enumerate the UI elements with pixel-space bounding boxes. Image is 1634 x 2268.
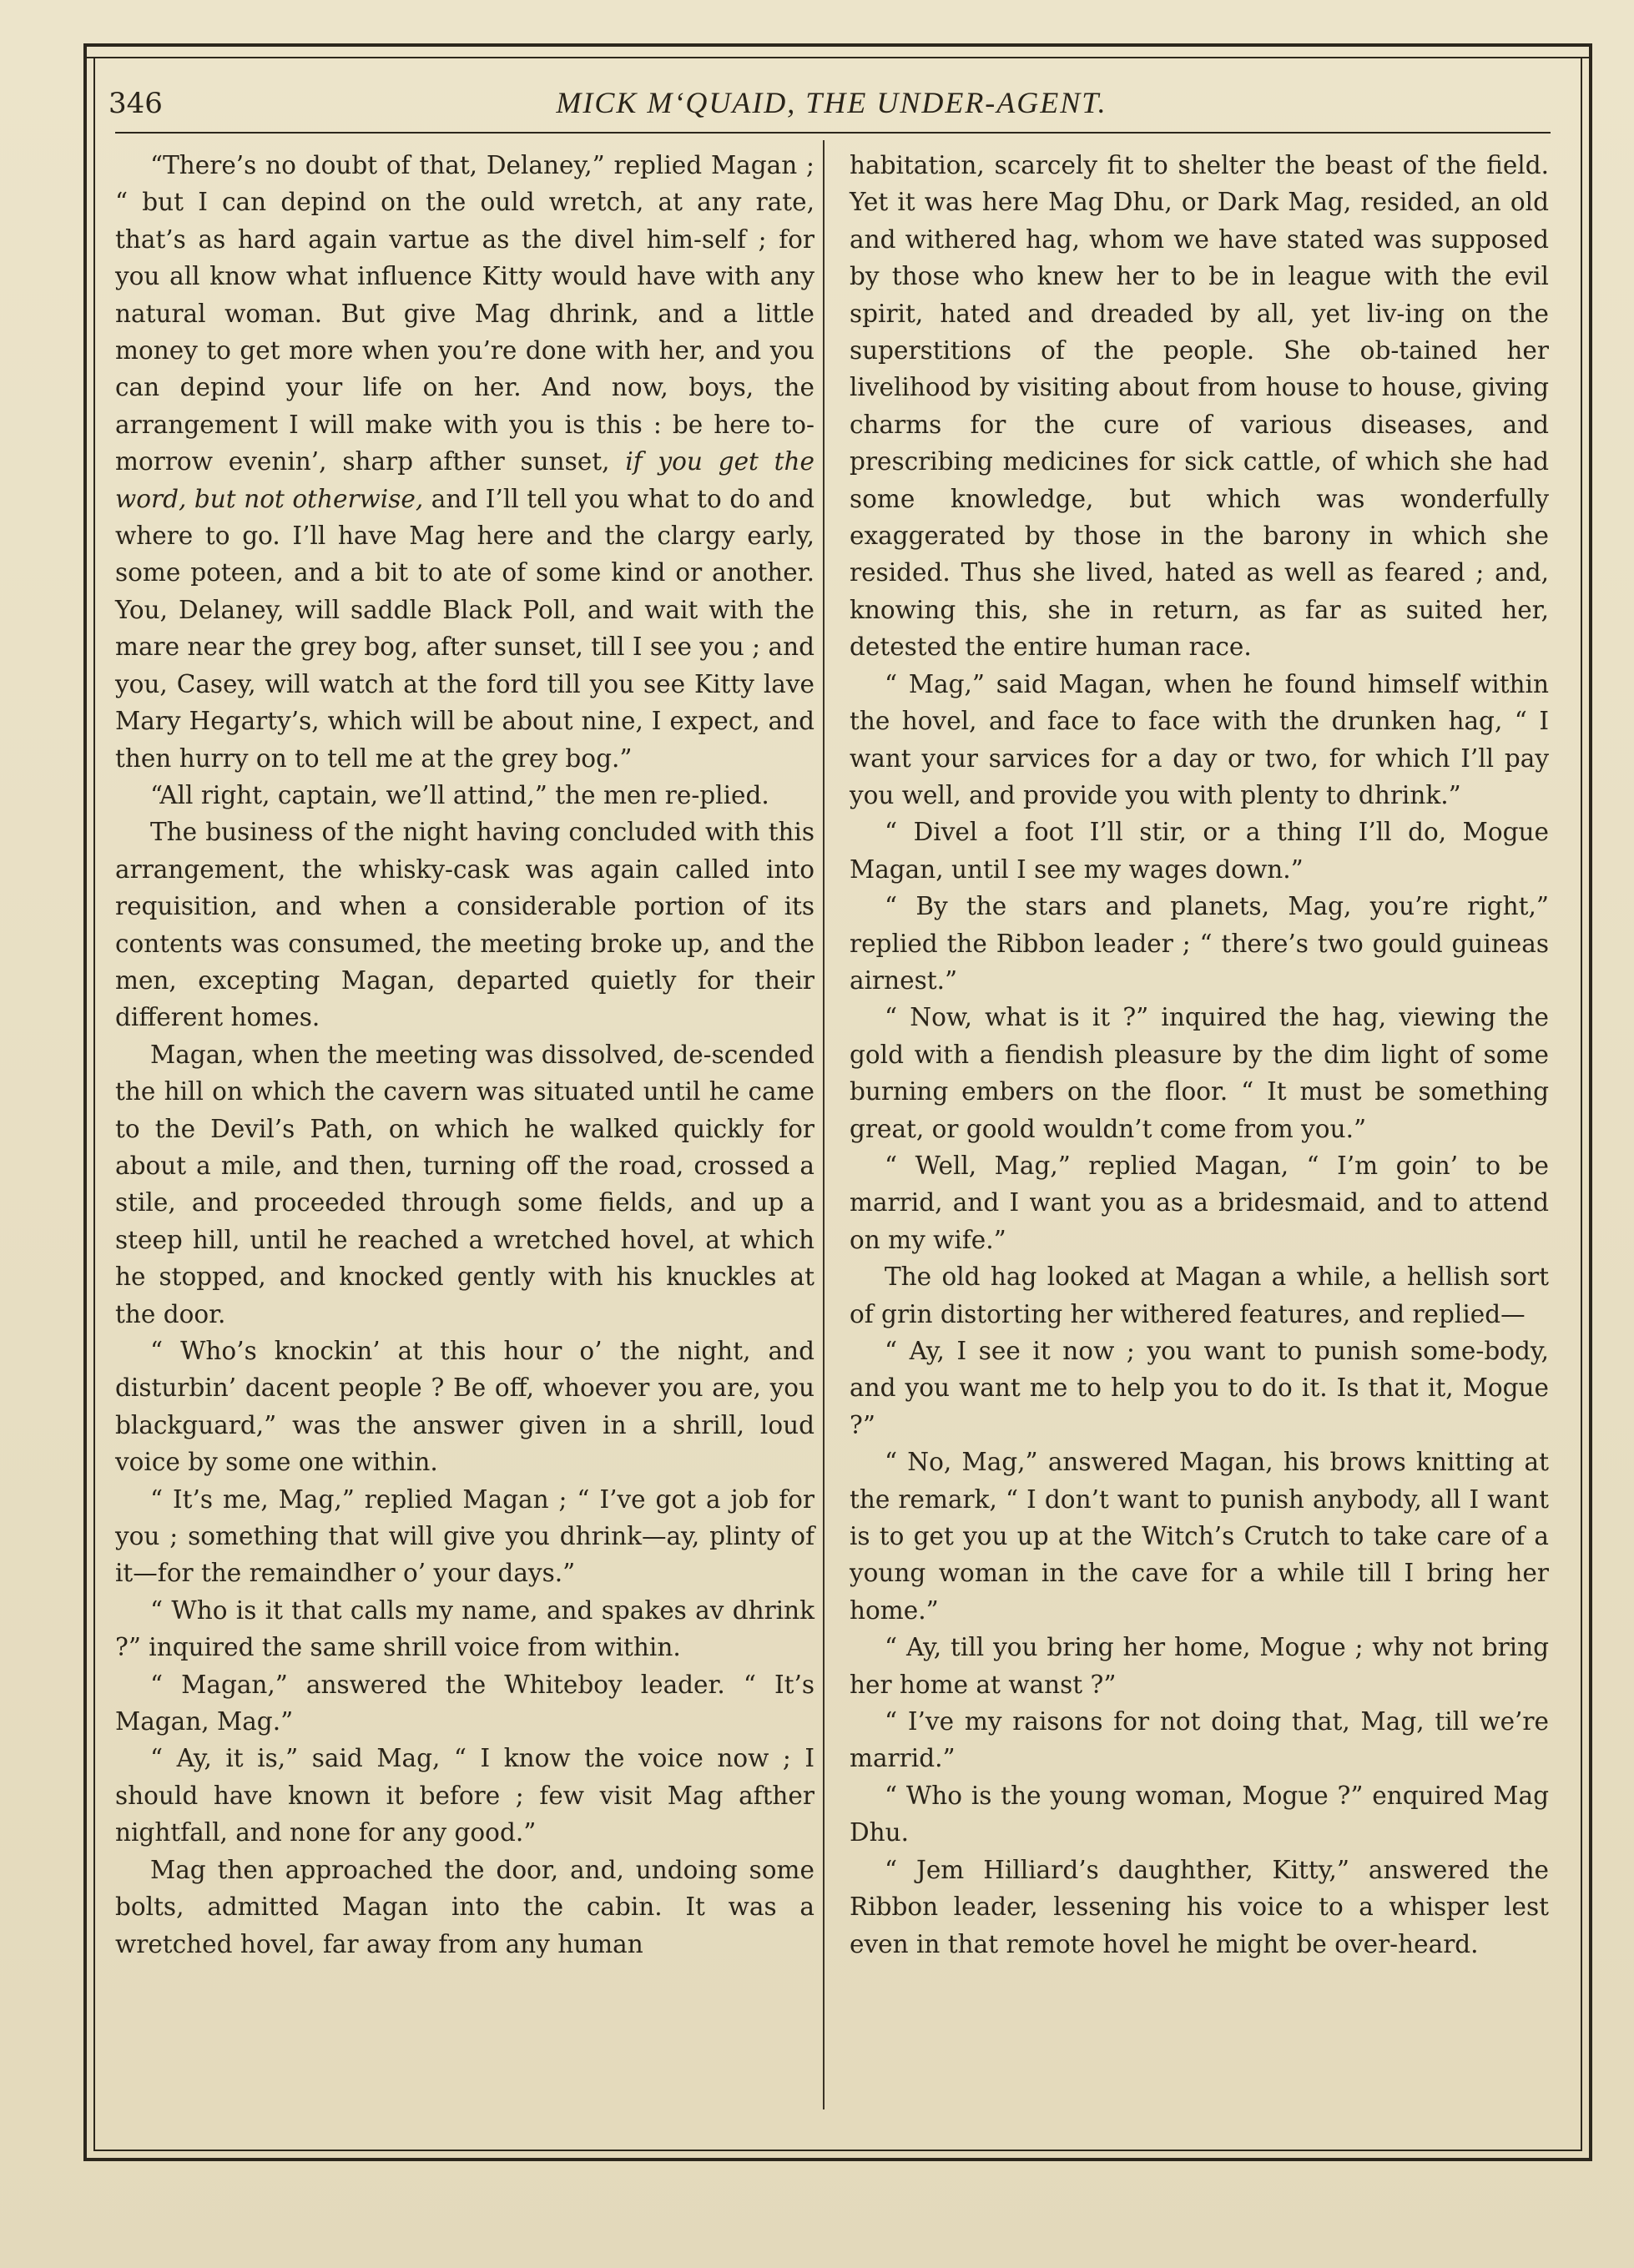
header-rule — [115, 132, 1551, 134]
paragraph: “ Who is the young woman, Mogue ?” enquired Mag Dhu. — [850, 1781, 1549, 1847]
paragraph: “ Who is it that calls my name, and spakes av dhrink ?” inquired the same shrill voice from within. — [115, 1595, 814, 1662]
paragraph — [115, 147, 814, 777]
paragraph: “ Now, what is it ?” inquired the hag, viewing the gold with a fiendish pleasure by the dim light of some burning embers on the floor. “ It must be something great, or goold wouldn’t come from you.” — [850, 1003, 1549, 1143]
page-header — [108, 80, 1555, 130]
paragraph: “ Ay, I see it now ; you want to punish some-body, and you want me to help you to do it. Is that it, Mogue ?” — [850, 1337, 1549, 1439]
paragraph: “All right, captain, we’ll attind,” the men re-plied. — [150, 780, 769, 809]
border-rule-right-inner — [1581, 57, 1582, 2151]
paragraph-text: “There’s no doubt of that, Delaney,” replied Magan ; “ but I can depind on the ould wretch, at any rate, that’s as hard again vartue as the divel him-self ; for you all know what influence Kitty would have with any natural woman. But give Mag dhrink, and a little money to get more when you’re done with her, and you can depind your life on her. And now, boys, the arrangement I will make with you is this : be here to-morrow evenin’, sharp afther sunset, — [115, 151, 814, 476]
paragraph: “ Magan,” answered the Whiteboy leader. “ It’s Magan, Mag.” — [115, 1670, 814, 1736]
border-rule-bottom-outer — [83, 2158, 1592, 2161]
paragraph: The business of the night having concluded with this arrangement, the whisky-cask was again called into requisition, and when a considerable portion of its contents was consumed, the meeting broke up, and the men, excepting Magan, departed quietly for their different homes. — [115, 818, 814, 1032]
right-column — [850, 147, 1549, 1963]
paragraph-continued: habitation, scarcely fit to shelter the beast of the field. Yet it was here Mag Dhu, or Dark Mag, resided, an old and withered hag, whom we have stated was supposed by those who knew her to be in league with the evil spirit, hated and dreaded by all, yet liv-ing on the superstitions of the people. She ob-tained her livelihood by visiting about from house to house, giving charms for the cure of various diseases, and prescribing medicines for sick cattle, of which she had some knowledge, but which was wonderfully exaggerated by those in the barony in which she resided. Thus she lived, hated as well as feared ; and, knowing this, she in return, as far as suited her, detested the entire human race. — [850, 151, 1549, 662]
running-title: MICK M‘QUAID, THE UNDER-AGENT. — [556, 86, 1107, 119]
paragraph: “ No, Mag,” answered Magan, his brows knitting at the remark, “ I don’t want to punish anybody, all I want is to get you up at the Witch’s Crutch to take care of a young woman in the cave for a while till I bring her home.” — [850, 1448, 1549, 1625]
border-rule-top-inner — [83, 57, 1592, 58]
left-column — [115, 147, 814, 1963]
border-rule-right-outer — [1589, 43, 1592, 2161]
page-number: 346 — [108, 87, 163, 120]
column-divider — [823, 140, 825, 2109]
border-rule-bottom-inner — [93, 2150, 1582, 2151]
paragraph: “ Ay, it is,” said Mag, “ I know the voice now ; I should have known it before ; few visit Mag afther nightfall, and none for any good.” — [115, 1744, 814, 1847]
paragraph: “ Divel a foot I’ll stir, or a thing I’ll do, Mogue Magan, until I see my wages down.” — [850, 818, 1549, 884]
paragraph-text-after: and I’ll tell you what to do and where to go. I’ll have Mag here and the clargy early, some poteen, and a bit to ate of some kind or another. You, Delaney, will saddle Black Poll, and wait with the mare near the grey bog, after sunset, till I see you ; and you, Casey, will watch at the ford till you see Kitty lave Mary Hegarty’s, which will be about nine, I expect, and then hurry on to tell me at the grey bog.” — [115, 484, 815, 773]
paragraph: “ Well, Mag,” replied Magan, “ I’m goin’ to be marrid, and I want you as a bridesmaid, and to attend on my wife.” — [850, 1151, 1549, 1254]
border-rule-left-inner — [93, 57, 95, 2151]
paragraph: “ Jem Hilliard’s daughther, Kitty,” answered the Ribbon leader, lessening his voice to a whisper lest even in that remote hovel he might be over-heard. — [850, 1855, 1549, 1958]
paragraph-italic-text: if you get the word, but not otherwise, — [115, 447, 814, 513]
paragraph: The old hag looked at Magan a while, a hellish sort of grin distorting her withered features, and replied— — [850, 1263, 1549, 1328]
border-rule-top-outer — [83, 43, 1592, 47]
paragraph: “ I’ve my raisons for not doing that, Mag, till we’re marrid.” — [850, 1707, 1549, 1773]
paragraph: “ By the stars and planets, Mag, you’re right,” replied the Ribbon leader ; “ there’s two gould guineas airnest.” — [850, 892, 1549, 995]
paragraph: “ Mag,” said Magan, when he found himself within the hovel, and face to face with the drunken hag, “ I want your sarvices for a day or two, for which I’ll pay you well, and provide you with plenty to dhrink.” — [850, 669, 1549, 809]
paragraph: Magan, when the meeting was dissolved, de-scended the hill on which the cavern was situated until he came to the Devil’s Path, on which he walked quickly for about a mile, and then, turning off the road, crossed a stile, and proceeded through some fields, and up a steep hill, until he reached a wretched hovel, at which he stopped, and knocked gently with his knuckles at the door. — [115, 1040, 814, 1328]
paragraph: “ Ay, till you bring her home, Mogue ; why not bring her home at wanst ?” — [850, 1633, 1549, 1699]
border-rule-left-outer — [83, 43, 87, 2161]
paragraph: Mag then approached the door, and, undoing some bolts, admitted Magan into the cabin. It was a wretched hovel, far away from any human — [115, 1855, 814, 1958]
paragraph: “ It’s me, Mag,” replied Magan ; “ I’ve got a job for you ; something that will give you dhrink—ay, plinty of it—for the remaindher o’ your days.” — [115, 1484, 814, 1588]
paragraph: “ Who’s knockin’ at this hour o’ the night, and disturbin’ dacent people ? Be off, whoever you are, you blackguard,” was the answer given in a shrill, loud voice by some one within. — [115, 1337, 814, 1477]
